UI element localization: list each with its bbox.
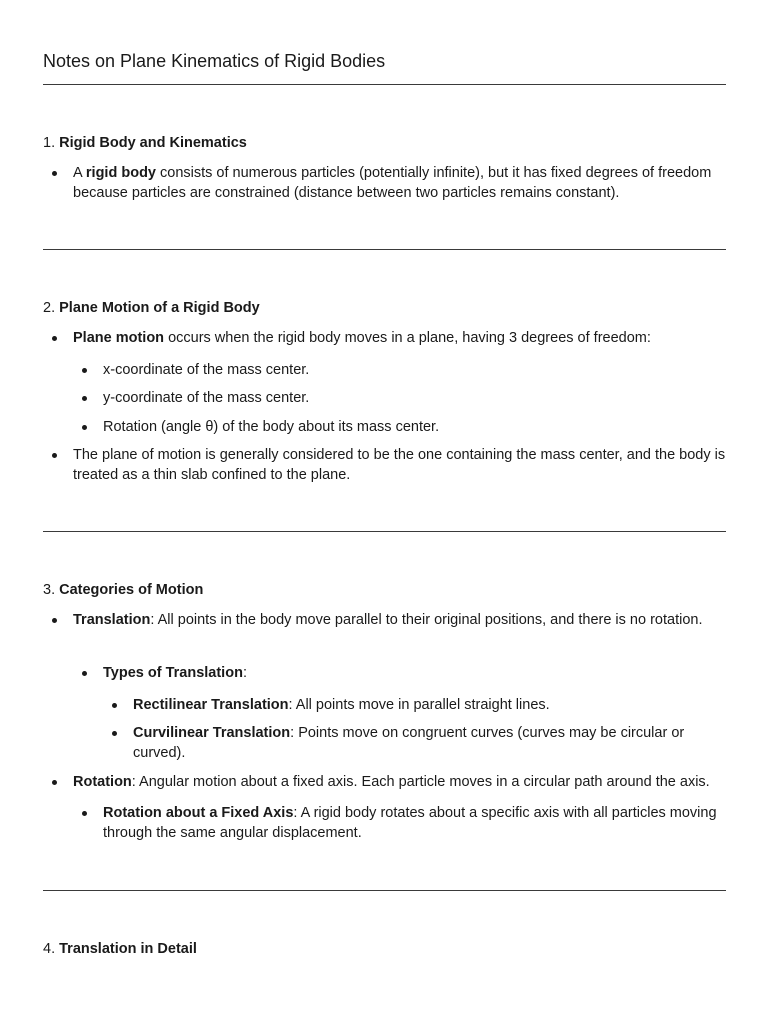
section-heading-1 <box>43 133 247 153</box>
list-item: x-coordinate of the mass center. <box>43 360 726 380</box>
section-title: Translation in Detail <box>59 941 197 957</box>
list-item: y-coordinate of the mass center. <box>43 388 726 408</box>
list-item: Translation: All points in the body move parallel to their original positions, and there is no rotation. <box>43 610 726 630</box>
section-number: 3. <box>43 582 56 598</box>
list-item: The plane of motion is generally considered to be the one containing the mass center, and the body is treated as a thin slab confined to the plane. <box>43 445 726 485</box>
section-2-list <box>43 445 726 485</box>
list-item: Rotation: Angular motion about a fixed axis. Each particle moves in a circular path around the axis. <box>43 772 726 792</box>
bullet-icon <box>82 368 87 373</box>
section-3-list <box>43 772 726 792</box>
list-item: Rectilinear Translation: All points move in parallel straight lines. <box>43 695 726 715</box>
section-3-sublist <box>43 803 726 843</box>
bullet-icon <box>52 171 57 176</box>
bullet-icon <box>52 336 57 341</box>
list-item: A rigid body consists of numerous particles (potentially infinite), but it has fixed degrees of freedom because particles are constrained (distance between two particles remains constant). <box>43 163 726 203</box>
section-3-subsublist <box>43 695 726 715</box>
page-title: Notes on Plane Kinematics of Rigid Bodies <box>43 51 386 71</box>
list-item: Curvilinear Translation: Points move on congruent curves (curves may be circular or curved). <box>43 723 726 763</box>
divider <box>43 249 726 250</box>
section-number: 2. <box>43 300 56 316</box>
section-title: Categories of Motion <box>59 582 204 598</box>
list-item: Plane motion occurs when the rigid body moves in a plane, having 3 degrees of freedom: <box>43 328 726 348</box>
section-2-sublist <box>43 360 726 380</box>
list-item: Types of Translation: <box>43 663 726 683</box>
bullet-icon <box>52 780 57 785</box>
divider <box>43 531 726 532</box>
bullet-icon <box>112 731 117 736</box>
section-2-list <box>43 328 726 348</box>
section-heading-4 <box>43 939 197 959</box>
section-number: 1. <box>43 135 56 151</box>
list-item: Rotation (angle θ) of the body about its mass center. <box>43 417 726 437</box>
divider <box>43 84 726 85</box>
section-title: Plane Motion of a Rigid Body <box>59 300 260 316</box>
bullet-icon <box>52 618 57 623</box>
bullet-icon <box>82 396 87 401</box>
section-number: 4. <box>43 941 56 957</box>
section-2-sublist <box>43 388 726 408</box>
section-3-sublist <box>43 663 726 683</box>
section-title: Rigid Body and Kinematics <box>59 135 247 151</box>
section-1-list <box>43 163 726 203</box>
bullet-icon <box>82 425 87 430</box>
bullet-icon <box>52 453 57 458</box>
bullet-icon <box>82 671 87 676</box>
bullet-icon <box>82 811 87 816</box>
section-3-list <box>43 610 726 630</box>
bullet-icon <box>112 703 117 708</box>
list-item: Rotation about a Fixed Axis: A rigid body rotates about a specific axis with all particles moving through the same angular displacement. <box>43 803 726 843</box>
section-2-sublist <box>43 417 726 437</box>
section-heading-3 <box>43 580 203 600</box>
section-heading-2 <box>43 298 260 318</box>
section-3-subsublist <box>43 723 726 763</box>
divider <box>43 890 726 891</box>
